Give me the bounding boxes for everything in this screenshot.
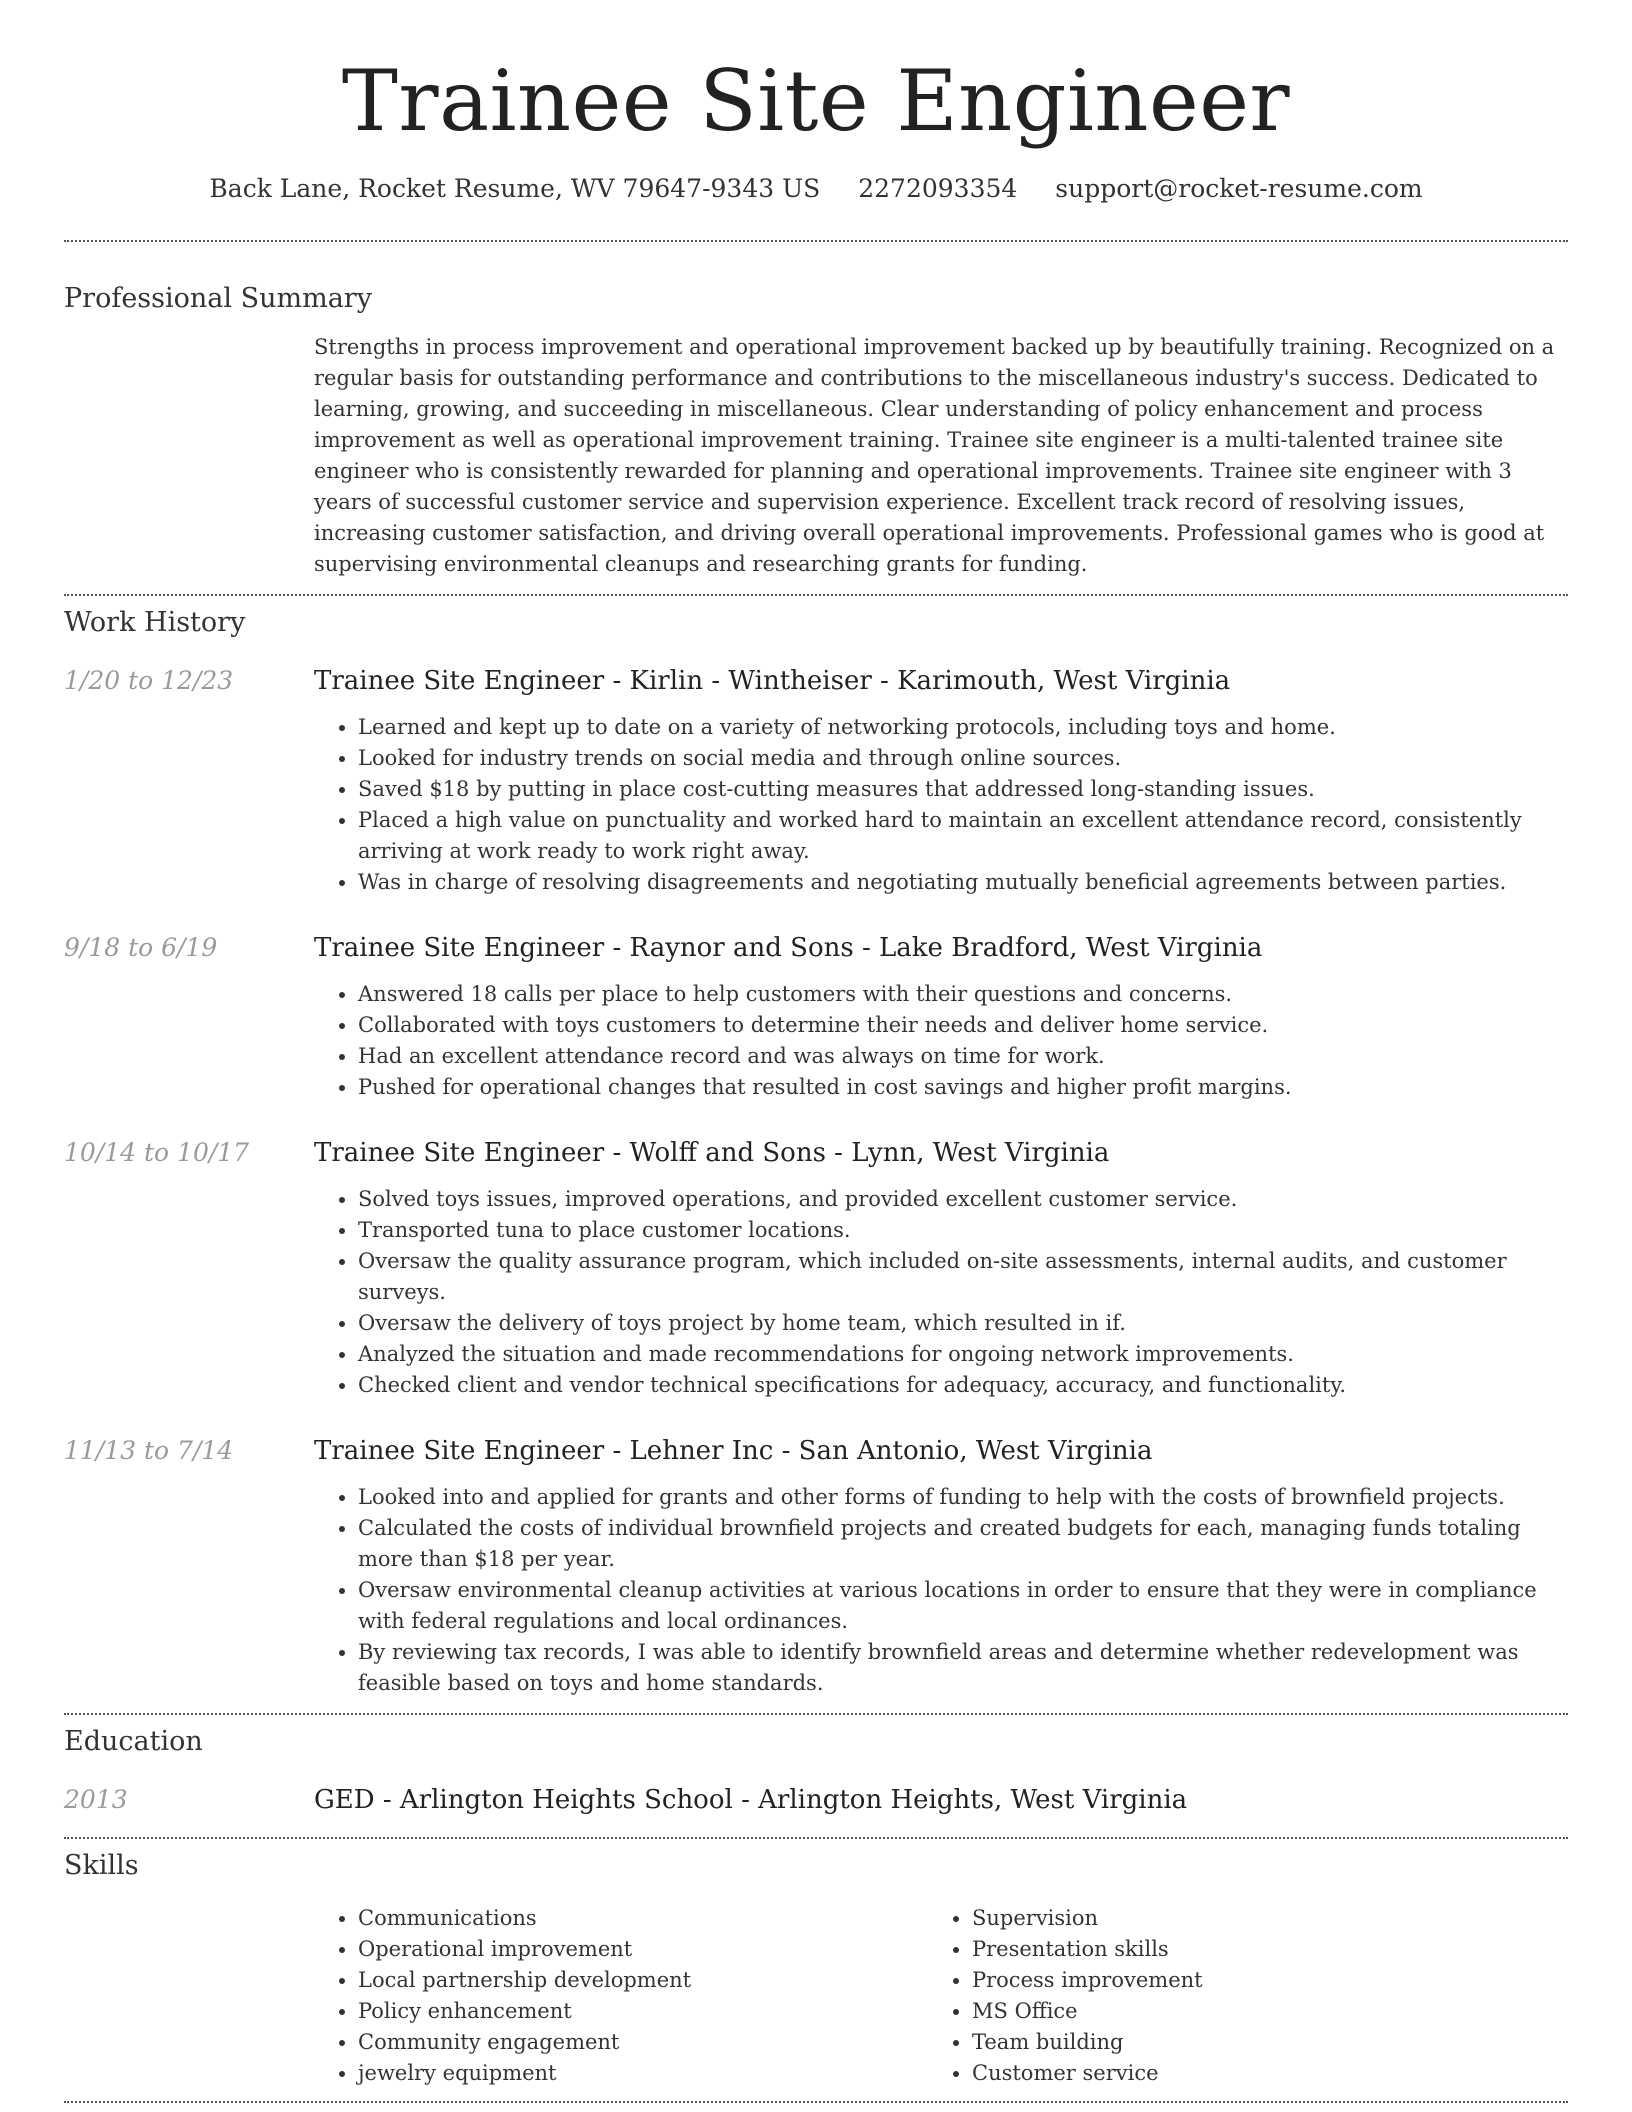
- job-title: Trainee Site Engineer - Wolff and Sons - Lynn, West Virginia: [314, 1138, 1110, 1168]
- list-item: • Collaborated with toys customers to determine their needs and deliver home service.: [358, 1010, 1568, 1041]
- list-item: • Operational improvement: [358, 1934, 928, 1965]
- resume-header: [0, 0, 1632, 206]
- list-item: • By reviewing tax records, I was able to identify brownfield areas and determine whether redevelopment was feasible based on toys and home standards.: [358, 1637, 1568, 1699]
- job-bullets: [314, 1482, 1568, 1699]
- list-item: • Saved $18 by putting in place cost-cutting measures that addressed long-standing issues.: [358, 774, 1568, 805]
- list-item: • Looked for industry trends on social media and through online sources.: [358, 743, 1568, 774]
- list-item: • Oversaw the delivery of toys project by home team, which resulted in if.: [358, 1308, 1568, 1339]
- list-item: • Checked client and vendor technical specifications for adequacy, accuracy, and functionality.: [358, 1370, 1568, 1401]
- list-item: • Calculated the costs of individual brownfield projects and created budgets for each, managing funds totaling more than $18 per year.: [358, 1513, 1568, 1575]
- skills-section: [0, 1839, 1632, 2089]
- list-item: • Pushed for operational changes that resulted in cost savings and higher profit margins.: [358, 1072, 1568, 1103]
- list-item: • Community engagement: [358, 2027, 928, 2058]
- skills-list-left: [314, 1903, 928, 2089]
- contact-address: Back Lane, Rocket Resume, WV 79647-9343 US: [209, 174, 821, 203]
- job-bullets: [314, 712, 1568, 898]
- job-bullets: [314, 1184, 1568, 1401]
- list-item: • Team building: [972, 2027, 1542, 2058]
- list-item: • Answered 18 calls per place to help customers with their questions and concerns.: [358, 979, 1568, 1010]
- job-title: Trainee Site Engineer - Lehner Inc - San Antonio, West Virginia: [314, 1436, 1153, 1466]
- job-date: 11/13 to 7/14: [64, 1436, 234, 1465]
- summary-section: [0, 242, 1632, 580]
- contact-line: [0, 172, 1632, 206]
- contact-phone: 2272093354: [858, 174, 1018, 203]
- education-section: [0, 1715, 1632, 1817]
- job-entry: [64, 1434, 1568, 1699]
- list-item: • Solved toys issues, improved operations, and provided excellent customer service.: [358, 1184, 1568, 1215]
- section-title-skills: Skills: [64, 1850, 139, 1881]
- list-item: • Communications: [358, 1903, 928, 1934]
- list-item: • Policy enhancement: [358, 1996, 928, 2027]
- list-item: • Presentation skills: [972, 1934, 1542, 1965]
- section-title-summary: Professional Summary: [64, 283, 372, 314]
- contact-email: support@rocket-resume.com: [1055, 174, 1423, 203]
- skills-columns: [314, 1903, 1568, 2089]
- list-item: • Transported tuna to place customer locations.: [358, 1215, 1568, 1246]
- list-item: • Placed a high value on punctuality and worked hard to maintain an excellent attendance record, consistently arriving at work ready to work right away.: [358, 805, 1568, 867]
- list-item: • Customer service: [972, 2058, 1542, 2089]
- list-item: • MS Office: [972, 1996, 1542, 2027]
- list-item: • Learned and kept up to date on a variety of networking protocols, including toys and home.: [358, 712, 1568, 743]
- job-entry: [64, 1136, 1568, 1401]
- list-item: • Oversaw the quality assurance program, which included on-site assessments, internal audits, and customer surveys.: [358, 1246, 1568, 1308]
- job-date: 10/14 to 10/17: [64, 1138, 250, 1167]
- list-item: • Had an excellent attendance record and was always on time for work.: [358, 1041, 1568, 1072]
- section-title-education: Education: [64, 1726, 203, 1757]
- list-item: • Supervision: [972, 1903, 1542, 1934]
- skills-list-right: [928, 1903, 1542, 2089]
- list-item: • Looked into and applied for grants and other forms of funding to help with the costs of brownfield projects.: [358, 1482, 1568, 1513]
- section-title-work-history: Work History: [64, 607, 246, 638]
- education-entry: [64, 1783, 1568, 1817]
- list-item: • Analyzed the situation and made recommendations for ongoing network improvements.: [358, 1339, 1568, 1370]
- divider: [64, 2101, 1568, 2103]
- work-history-section: [0, 596, 1632, 1699]
- education-title: GED - Arlington Heights School - Arlington Heights, West Virginia: [314, 1785, 1188, 1815]
- job-date: 9/18 to 6/19: [64, 933, 218, 962]
- job-entry: [64, 931, 1568, 1103]
- list-item: • jewelry equipment: [358, 2058, 928, 2089]
- list-item: • Was in charge of resolving disagreements and negotiating mutually beneficial agreements between parties.: [358, 867, 1568, 898]
- list-item: • Oversaw environmental cleanup activities at various locations in order to ensure that they were in compliance with federal regulations and local ordinances.: [358, 1575, 1568, 1637]
- list-item: • Local partnership development: [358, 1965, 928, 1996]
- summary-text: Strengths in process improvement and operational improvement backed up by beautifully training. Recognized on a regular basis for outstanding performance and contributions to the miscellaneous industry's success. Dedicated to learning, growing, and succeeding in miscellaneous. Clear understanding of policy enhancement and process improvement as well as operational improvement training. Trainee site engineer is a multi-talented trainee site engineer who is consistently rewarded for planning and operational improvements. Trainee site engineer with 3 years of successful customer service and supervision experience. Excellent track record of resolving issues, increasing customer satisfaction, and driving overall operational improvements. Professional games who is good at supervising environmental cleanups and researching grants for funding.: [314, 335, 1555, 576]
- education-date: 2013: [64, 1785, 128, 1814]
- candidate-name: Trainee Site Engineer: [341, 52, 1291, 150]
- list-item: • Process improvement: [972, 1965, 1542, 1996]
- job-title: Trainee Site Engineer - Kirlin - Wintheiser - Karimouth, West Virginia: [314, 666, 1231, 696]
- job-date: 1/20 to 12/23: [64, 666, 234, 695]
- job-bullets: [314, 979, 1568, 1103]
- job-title: Trainee Site Engineer - Raynor and Sons - Lake Bradford, West Virginia: [314, 933, 1263, 963]
- job-entry: [64, 664, 1568, 898]
